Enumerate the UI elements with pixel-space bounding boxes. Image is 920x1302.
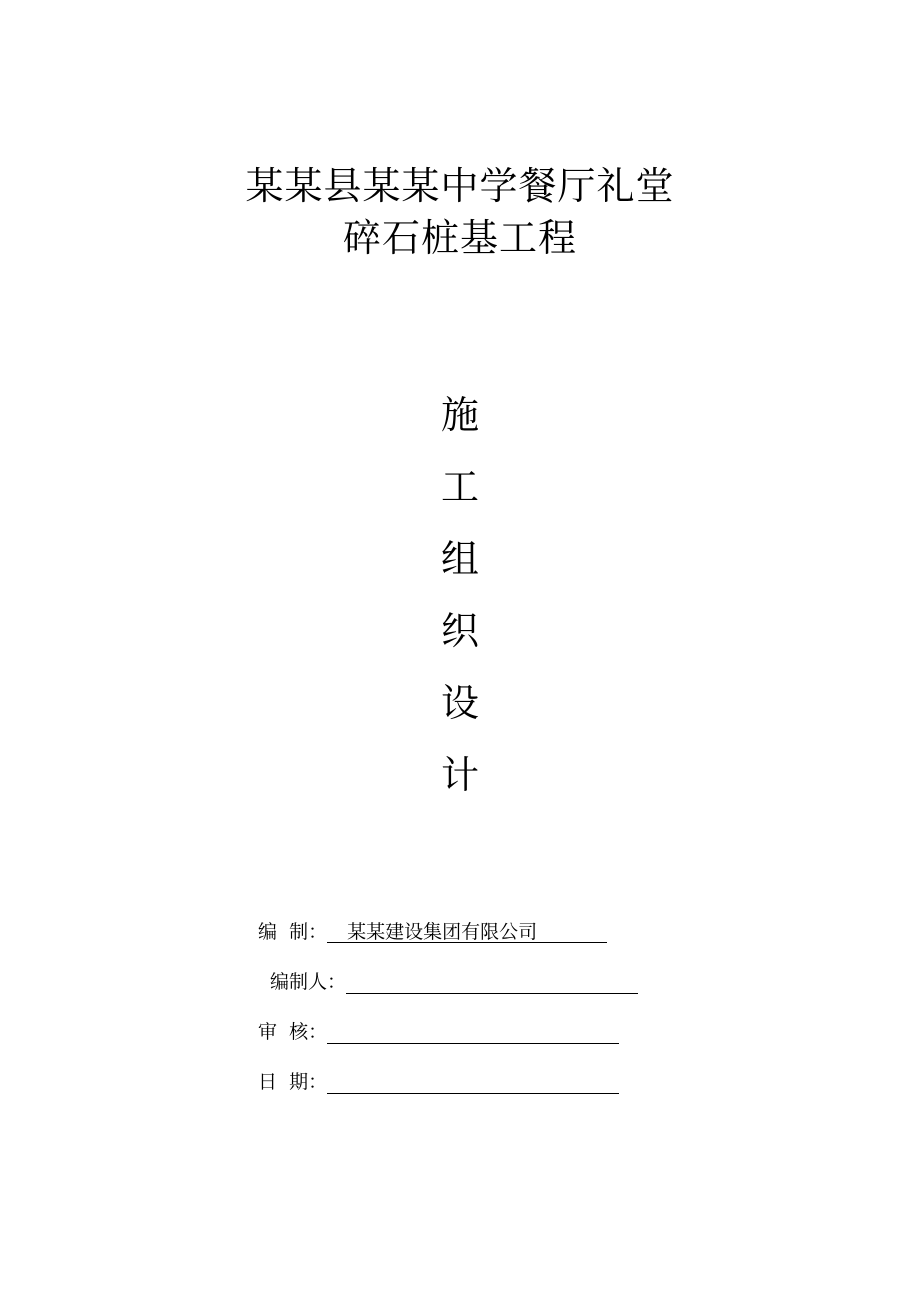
reviewer-label: 审 核： <box>258 1021 328 1043</box>
editor-field <box>346 965 638 994</box>
date-label: 日 期： <box>258 1071 328 1093</box>
signature-block <box>258 915 638 1115</box>
title-line-1: 某某县某某中学餐厅礼堂 <box>245 164 675 208</box>
editor-row <box>258 965 638 1015</box>
vertical-title-char: 工 <box>440 465 479 509</box>
vertical-title <box>0 388 920 820</box>
reviewer-field <box>327 1015 619 1044</box>
date-field <box>327 1065 619 1094</box>
title-line-2: 碎石桩基工程 <box>342 216 577 260</box>
vertical-title-char: 设 <box>440 681 479 725</box>
vertical-title-char: 计 <box>440 753 479 797</box>
date-row <box>258 1065 638 1115</box>
compiler-field: 某某建设集团有限公司 <box>327 915 607 943</box>
vertical-title-char: 组 <box>440 537 479 581</box>
document-title <box>0 160 920 264</box>
reviewer-row <box>258 1015 638 1065</box>
vertical-title-char: 织 <box>440 609 479 653</box>
vertical-title-char: 施 <box>440 393 479 437</box>
compiler-row <box>258 915 638 965</box>
compiler-label: 编 制： <box>258 921 328 943</box>
editor-label: 编制人： <box>270 971 347 993</box>
